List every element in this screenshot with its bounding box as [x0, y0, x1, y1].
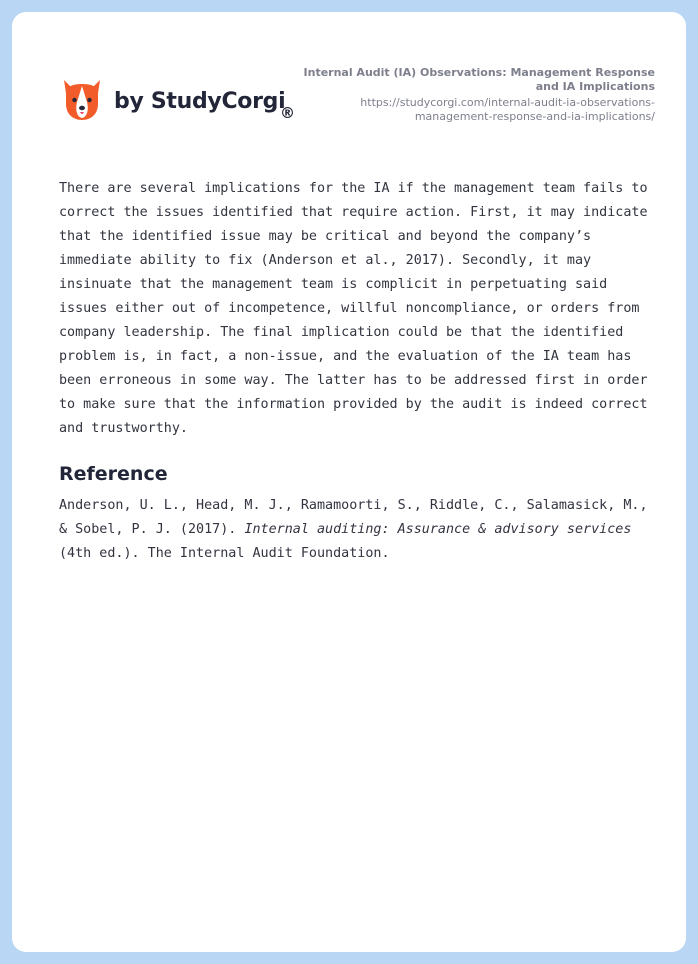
- reference-entry: [59, 494, 657, 566]
- corgi-icon: [61, 76, 103, 122]
- body-paragraph: There are several implications for the IA if the management team fails to correct the issues identified that require action. First, it may indicate that the identified issue may be critical and beyond the company’s immediate ability to fix (Anderson et al., 2017). Secondly, it may insinuate that the management team is complicit in perpetuating said issues either out of incompetence, willful noncompliance, or orders from company leadership. The final implication could be that the identified problem is, in fact, a non-issue, and the evaluation of the IA team has been erroneous in some way. The latter has to be addressed first in order to make sure that the information provided by the audit is indeed correct and trustworthy.: [59, 181, 648, 436]
- reference-edition: (4th ed.). The Internal Audit Foundation.: [59, 546, 390, 561]
- reference-title: Internal auditing: Assurance & advisory services: [244, 522, 632, 537]
- document-title: Internal Audit (IA) Observations: Management Response and IA Implications: [303, 66, 655, 93]
- brand-name: by StudyCorgi: [114, 88, 286, 114]
- reference-heading: Reference: [59, 463, 168, 485]
- document-url[interactable]: https://studycorgi.com/internal-audit-ia-observations-management-response-and-ia-implications/: [360, 96, 655, 123]
- document-page: [12, 12, 686, 952]
- document-meta: [295, 66, 655, 124]
- document-body: [59, 177, 657, 566]
- registered-mark: ®: [280, 104, 295, 122]
- studycorgi-logo[interactable]: [61, 76, 295, 122]
- reference-authors: Anderson, U. L., Head, M. J., Ramamoorti, S., Riddle, C., Salamasick, M., & Sobel, P. J. (2017).: [59, 498, 648, 537]
